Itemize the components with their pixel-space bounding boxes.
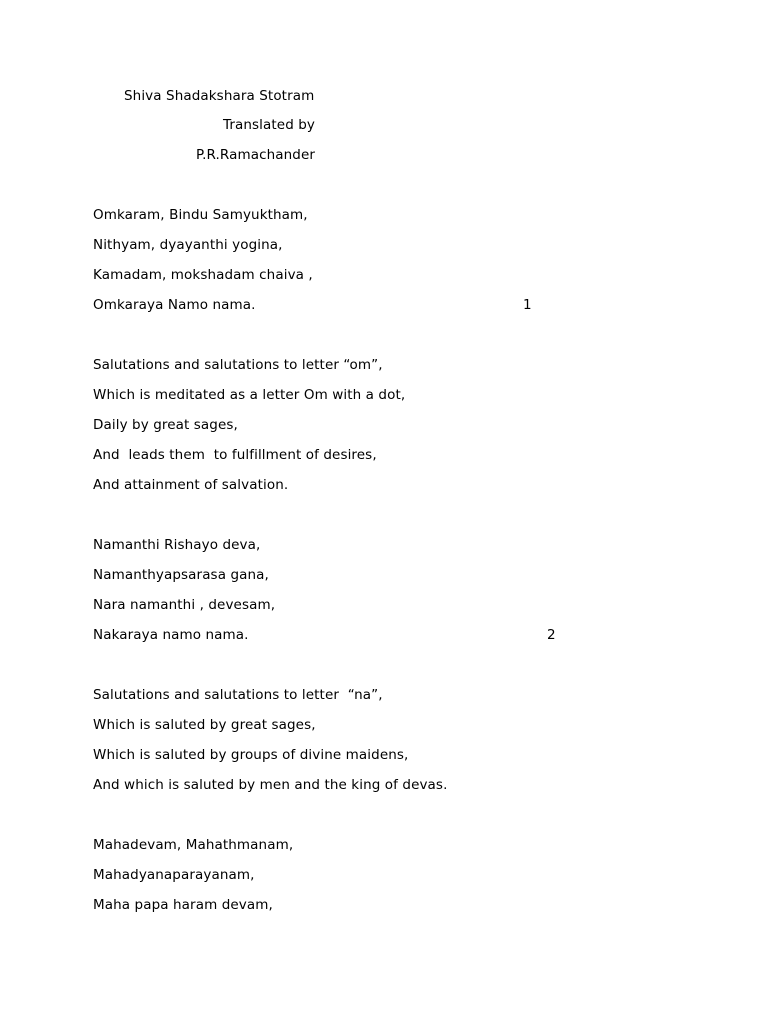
document-title: Shiva Shadakshara Stotram	[124, 88, 315, 104]
verse-line: Kamadam, mokshadam chaiva ,	[93, 267, 313, 283]
translation-line: And attainment of salvation.	[93, 477, 289, 493]
translation-line: Which is saluted by groups of divine maidens,	[93, 747, 409, 763]
translation-line: Salutations and salutations to letter “na”,	[93, 687, 383, 703]
verse-line: Omkaram, Bindu Samyuktham,	[93, 207, 308, 223]
verse-line: Maha papa haram devam,	[93, 897, 273, 913]
verse-line: Omkaraya Namo nama.	[93, 297, 256, 313]
verse-line: Nara namanthi , devesam,	[93, 597, 276, 613]
translation-line: And which is saluted by men and the king of devas.	[93, 777, 448, 793]
author-name: P.R.Ramachander	[196, 147, 316, 163]
verse-line: Mahadevam, Mahathmanam,	[93, 837, 294, 853]
verse-line: Nakaraya namo nama.	[93, 627, 249, 643]
translation-line: And leads them to fulfillment of desires,	[93, 447, 377, 463]
translation-line: Salutations and salutations to letter “om”,	[93, 357, 383, 373]
translation-line: Daily by great sages,	[93, 417, 238, 433]
verse-number: 2	[547, 627, 556, 643]
translation-line: Which is meditated as a letter Om with a dot,	[93, 387, 406, 403]
translation-line: Which is saluted by great sages,	[93, 717, 316, 733]
verse-number: 1	[523, 297, 532, 313]
verse-line: Nithyam, dyayanthi yogina,	[93, 237, 283, 253]
verse-line: Mahadyanaparayanam,	[93, 867, 255, 883]
translated-by-label: Translated by	[223, 117, 316, 133]
verse-line: Namanthi Rishayo deva,	[93, 537, 261, 553]
verse-line: Namanthyapsarasa gana,	[93, 567, 269, 583]
